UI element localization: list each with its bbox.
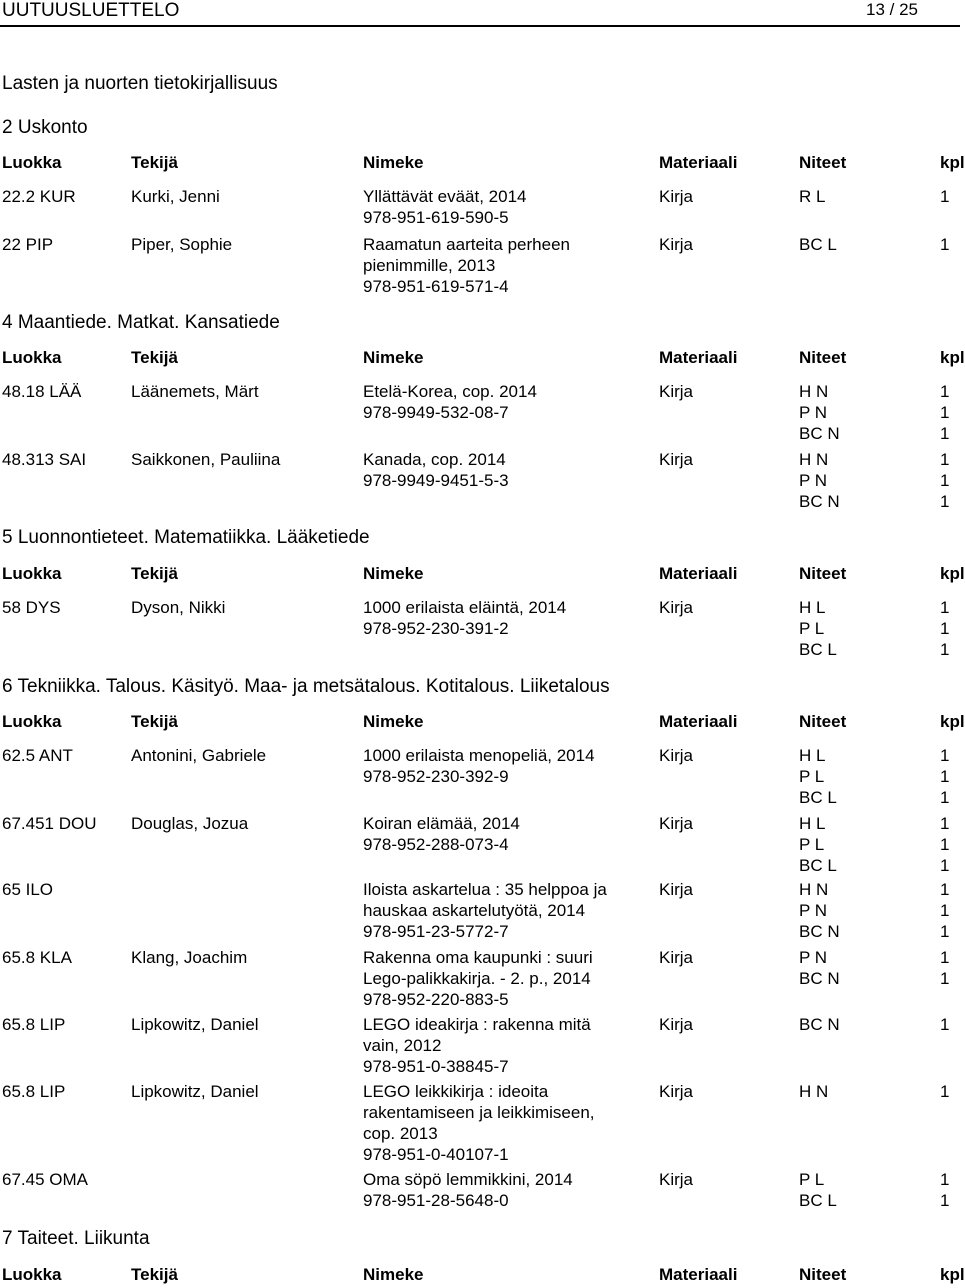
item-kpl: 1 <box>940 969 950 988</box>
column-header-kpl: kpl <box>940 1265 965 1284</box>
column-header-materiaali: Materiaali <box>659 1265 738 1284</box>
section-title: 4 Maantiede. Matkat. Kansatiede <box>2 312 280 333</box>
column-header-nimeke: Nimeke <box>363 1265 424 1284</box>
item-luokka: 65.8 LIP <box>2 1082 66 1101</box>
item-tekija: Läänemets, Märt <box>131 382 259 401</box>
item-luokka: 65.8 KLA <box>2 948 72 967</box>
item-nide: P N <box>799 901 828 920</box>
item-nimeke-line: 978-952-230-392-9 <box>363 767 509 786</box>
item-materiaali: Kirja <box>659 948 694 967</box>
item-kpl: 1 <box>940 403 950 422</box>
item-nide: P N <box>799 403 828 422</box>
section-title: 2 Uskonto <box>2 117 88 138</box>
item-nide: BC N <box>799 969 840 988</box>
column-header-materiaali: Materiaali <box>659 153 738 172</box>
item-nimeke-line: rakentamiseen ja leikkimiseen, <box>363 1103 595 1122</box>
item-tekija: Saikkonen, Pauliina <box>131 450 281 469</box>
item-materiaali: Kirja <box>659 598 694 617</box>
item-nide: P L <box>799 767 825 786</box>
item-nimeke-line: LEGO leikkikirja : ideoita <box>363 1082 549 1101</box>
item-kpl: 1 <box>940 880 950 899</box>
item-nimeke-line: Oma söpö lemmikkini, 2014 <box>363 1170 573 1189</box>
item-nimeke-line: 978-951-619-590-5 <box>363 208 509 227</box>
column-header-kpl: kpl <box>940 712 965 731</box>
item-materiaali: Kirja <box>659 382 694 401</box>
item-nimeke-line: Iloista askartelua : 35 helppoa ja <box>363 880 607 899</box>
item-nide: H N <box>799 382 829 401</box>
item-nide: P L <box>799 619 825 638</box>
item-materiaali: Kirja <box>659 746 694 765</box>
item-luokka: 58 DYS <box>2 598 61 617</box>
column-header-niteet: Niteet <box>799 564 847 583</box>
item-kpl: 1 <box>940 922 950 941</box>
item-nimeke-line: Koiran elämää, 2014 <box>363 814 520 833</box>
item-nimeke-line: Rakenna oma kaupunki : suuri <box>363 948 593 967</box>
item-nide: BC L <box>799 856 837 875</box>
item-luokka: 67.45 OMA <box>2 1170 88 1189</box>
item-nide: BC N <box>799 492 840 511</box>
item-kpl: 1 <box>940 235 950 254</box>
item-tekija: Douglas, Jozua <box>131 814 249 833</box>
item-nide: BC N <box>799 922 840 941</box>
header-rule <box>0 25 960 27</box>
column-header-luokka: Luokka <box>2 153 62 172</box>
section-title: 6 Tekniikka. Talous. Käsityö. Maa- ja metsätalous. Kotitalous. Liiketalous <box>2 676 610 697</box>
item-luokka: 65.8 LIP <box>2 1015 66 1034</box>
column-header-kpl: kpl <box>940 153 965 172</box>
item-tekija: Lipkowitz, Daniel <box>131 1015 259 1034</box>
catalog-title: UUTUUSLUETTELO <box>2 0 180 21</box>
item-nide: H N <box>799 450 829 469</box>
item-luokka: 48.313 SAI <box>2 450 87 469</box>
column-header-nimeke: Nimeke <box>363 564 424 583</box>
column-header-kpl: kpl <box>940 564 965 583</box>
section-title: 5 Luonnontieteet. Matematiikka. Lääketiede <box>2 527 370 548</box>
item-kpl: 1 <box>940 1082 950 1101</box>
item-nide: BC L <box>799 788 837 807</box>
item-kpl: 1 <box>940 492 950 511</box>
item-nimeke-line: 978-951-0-40107-1 <box>363 1145 509 1164</box>
item-nide: H N <box>799 880 829 899</box>
column-header-niteet: Niteet <box>799 1265 847 1284</box>
column-header-nimeke: Nimeke <box>363 712 424 731</box>
column-header-kpl: kpl <box>940 348 965 367</box>
item-nimeke-line: 978-951-23-5772-7 <box>363 922 509 941</box>
item-luokka: 67.451 DOU <box>2 814 97 833</box>
item-kpl: 1 <box>940 746 950 765</box>
column-header-luokka: Luokka <box>2 564 62 583</box>
item-materiaali: Kirja <box>659 235 694 254</box>
item-nimeke-line: 978-951-619-571-4 <box>363 277 509 296</box>
item-kpl: 1 <box>940 450 950 469</box>
item-kpl: 1 <box>940 1170 950 1189</box>
item-nimeke-line: pienimmille, 2013 <box>363 256 496 275</box>
item-nimeke-line: Kanada, cop. 2014 <box>363 450 506 469</box>
item-kpl: 1 <box>940 471 950 490</box>
item-materiaali: Kirja <box>659 450 694 469</box>
item-kpl: 1 <box>940 619 950 638</box>
item-nide: H L <box>799 598 826 617</box>
item-tekija: Antonini, Gabriele <box>131 746 267 765</box>
item-kpl: 1 <box>940 788 950 807</box>
item-materiaali: Kirja <box>659 1082 694 1101</box>
page-number: 13 / 25 <box>866 0 918 19</box>
item-nimeke-line: Raamatun aarteita perheen <box>363 235 570 254</box>
item-nimeke-line: Etelä-Korea, cop. 2014 <box>363 382 537 401</box>
item-kpl: 1 <box>940 1191 950 1210</box>
item-kpl: 1 <box>940 814 950 833</box>
item-kpl: 1 <box>940 424 950 443</box>
column-header-niteet: Niteet <box>799 348 847 367</box>
item-nimeke-line: 978-952-288-073-4 <box>363 835 509 854</box>
item-nide: R L <box>799 187 826 206</box>
column-header-tekija: Tekijä <box>131 712 178 731</box>
item-tekija: Kurki, Jenni <box>131 187 220 206</box>
item-nide: BC N <box>799 424 840 443</box>
item-nimeke-line: Yllättävät eväät, 2014 <box>363 187 527 206</box>
item-materiaali: Kirja <box>659 1170 694 1189</box>
item-kpl: 1 <box>940 382 950 401</box>
item-nide: P L <box>799 1170 825 1189</box>
column-header-materiaali: Materiaali <box>659 348 738 367</box>
column-header-niteet: Niteet <box>799 712 847 731</box>
item-kpl: 1 <box>940 1015 950 1034</box>
item-nide: H N <box>799 1082 829 1101</box>
item-kpl: 1 <box>940 767 950 786</box>
column-header-luokka: Luokka <box>2 1265 62 1284</box>
item-nimeke-line: 978-951-0-38845-7 <box>363 1057 509 1076</box>
item-luokka: 48.18 LÄÄ <box>2 382 82 401</box>
item-kpl: 1 <box>940 187 950 206</box>
item-nimeke-line: 1000 erilaista menopeliä, 2014 <box>363 746 595 765</box>
item-kpl: 1 <box>940 948 950 967</box>
item-kpl: 1 <box>940 901 950 920</box>
item-nide: P N <box>799 471 828 490</box>
item-tekija: Piper, Sophie <box>131 235 233 254</box>
item-tekija: Lipkowitz, Daniel <box>131 1082 259 1101</box>
item-nimeke-line: vain, 2012 <box>363 1036 442 1055</box>
item-luokka: 65 ILO <box>2 880 54 899</box>
item-nimeke-line: 978-952-230-391-2 <box>363 619 509 638</box>
column-header-materiaali: Materiaali <box>659 564 738 583</box>
item-materiaali: Kirja <box>659 187 694 206</box>
item-luokka: 22 PIP <box>2 235 54 254</box>
item-luokka: 22.2 KUR <box>2 187 76 206</box>
item-kpl: 1 <box>940 640 950 659</box>
item-nide: H L <box>799 746 826 765</box>
item-nimeke-line: 978-9949-532-08-7 <box>363 403 509 422</box>
column-header-niteet: Niteet <box>799 153 847 172</box>
item-materiaali: Kirja <box>659 1015 694 1034</box>
section-title: 7 Taiteet. Liikunta <box>2 1228 150 1249</box>
item-nide: P L <box>799 835 825 854</box>
item-nide: BC L <box>799 1191 837 1210</box>
item-kpl: 1 <box>940 835 950 854</box>
column-header-tekija: Tekijä <box>131 564 178 583</box>
item-nide: BC N <box>799 1015 840 1034</box>
item-kpl: 1 <box>940 856 950 875</box>
item-materiaali: Kirja <box>659 814 694 833</box>
item-nimeke-line: Lego-palikkakirja. - 2. p., 2014 <box>363 969 591 988</box>
column-header-tekija: Tekijä <box>131 153 178 172</box>
item-nide: P N <box>799 948 828 967</box>
column-header-materiaali: Materiaali <box>659 712 738 731</box>
item-luokka: 62.5 ANT <box>2 746 73 765</box>
item-tekija: Dyson, Nikki <box>131 598 226 617</box>
item-nimeke-line: LEGO ideakirja : rakenna mitä <box>363 1015 591 1034</box>
item-nimeke-line: 978-952-220-883-5 <box>363 990 509 1009</box>
item-nide: H L <box>799 814 826 833</box>
item-nide: BC L <box>799 235 837 254</box>
item-nimeke-line: 1000 erilaista eläintä, 2014 <box>363 598 567 617</box>
item-nimeke-line: cop. 2013 <box>363 1124 438 1143</box>
column-header-tekija: Tekijä <box>131 1265 178 1284</box>
column-header-nimeke: Nimeke <box>363 348 424 367</box>
item-nimeke-line: 978-951-28-5648-0 <box>363 1191 509 1210</box>
page-subtitle: Lasten ja nuorten tietokirjallisuus <box>2 73 278 94</box>
item-kpl: 1 <box>940 598 950 617</box>
item-materiaali: Kirja <box>659 880 694 899</box>
column-header-tekija: Tekijä <box>131 348 178 367</box>
item-tekija: Klang, Joachim <box>131 948 248 967</box>
column-header-luokka: Luokka <box>2 712 62 731</box>
item-nide: BC L <box>799 640 837 659</box>
item-nimeke-line: 978-9949-9451-5-3 <box>363 471 509 490</box>
item-nimeke-line: hauskaa askartelutyötä, 2014 <box>363 901 586 920</box>
column-header-nimeke: Nimeke <box>363 153 424 172</box>
column-header-luokka: Luokka <box>2 348 62 367</box>
